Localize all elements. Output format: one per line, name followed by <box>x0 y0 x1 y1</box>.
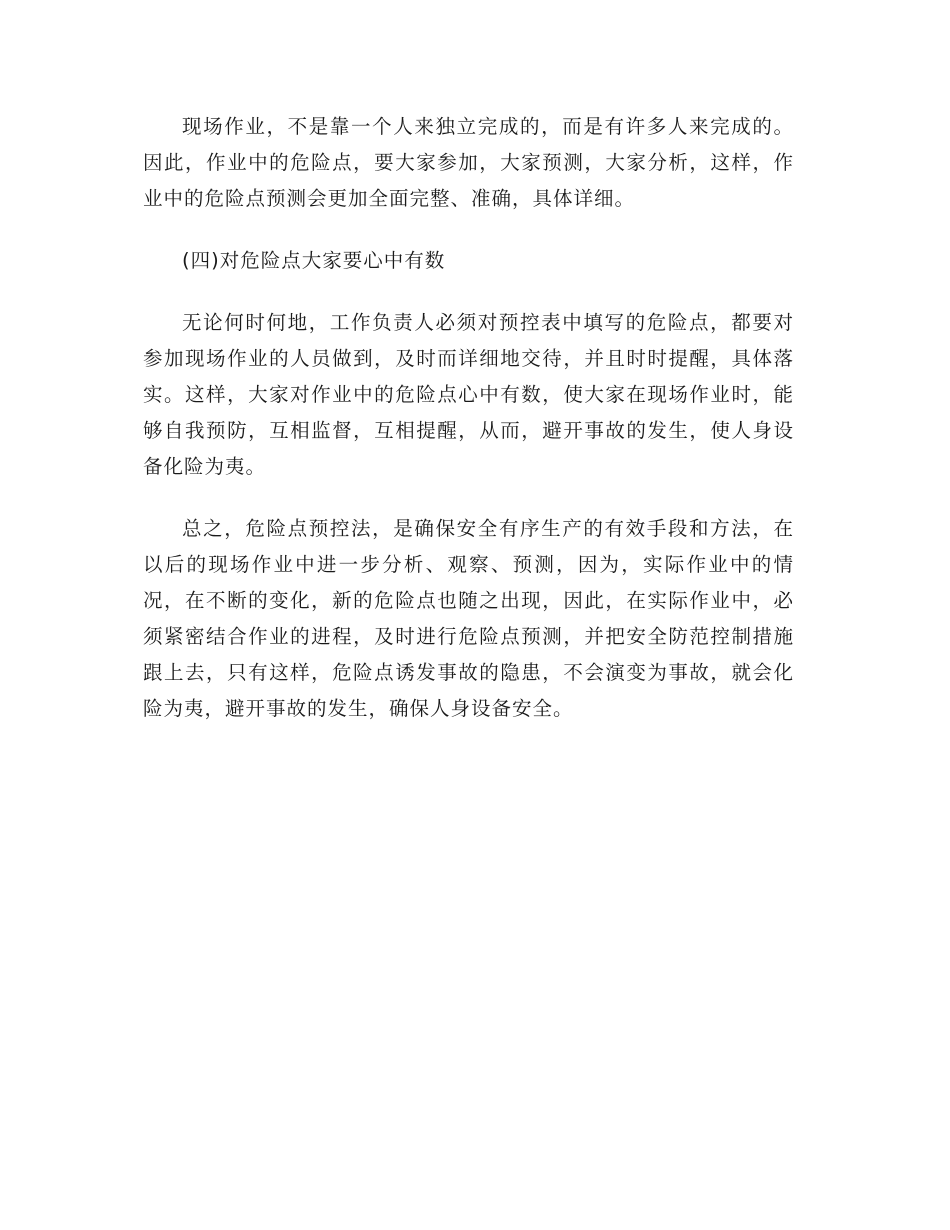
section-heading-four: (四)对危险点大家要心中有数 <box>182 249 446 272</box>
paragraph-conclusion: 总之，危险点预控法，是确保安全有序生产的有效手段和方法，在以后的现场作业中进一步分析、观察、预测，因为，实际作业中的情况，在不断的变化，新的危险点也随之出现，因此，在实际作业中，必须紧密结合作业的进程，及时进行危险点预测，并把安全防范控制措施跟上去，只有这样，危险点诱发事故的隐患，不会演变为事故，就会化险为夷，避开事故的发生，确保人身设备安全。 <box>143 517 794 720</box>
document-body <box>143 109 794 753</box>
paragraph-teamwork: 现场作业，不是靠一个人来独立完成的，而是有许多人来完成的。因此，作业中的危险点，要大家参加，大家预测，大家分析，这样，作业中的危险点预测会更加全面完整、准确，具体详细。 <box>143 115 794 210</box>
paragraph-awareness: 无论何时何地，工作负责人必须对预控表中填写的危险点，都要对参加现场作业的人员做到，及时而详细地交待，并且时时提醒，具体落实。这样，大家对作业中的危险点心中有数，使大家在现场作业时，能够自我预防，互相监督，互相提醒，从而，避开事故的发生，使人身设备化险为夷。 <box>143 311 794 478</box>
